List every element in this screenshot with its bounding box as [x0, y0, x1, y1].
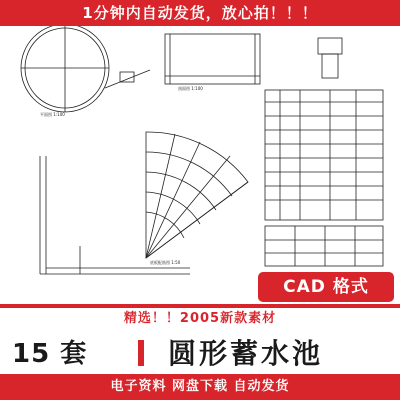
top-banner: 1分钟内自动发货，放心拍！！！: [0, 0, 400, 26]
decorative-bar: [138, 340, 144, 366]
footer-banner: 电子资料 网盘下载 自动发货: [0, 374, 400, 400]
rebar-table: [265, 90, 383, 220]
svg-text:平面图 1:100: 平面图 1:100: [40, 112, 65, 117]
cad-format-badge: CAD 格式: [258, 272, 394, 302]
cad-drawing-graphic: [0, 26, 400, 305]
set-count: 15 套: [12, 339, 88, 369]
svg-text:剖面图 1:100: 剖面图 1:100: [178, 86, 203, 91]
svg-text:底板配筋图 1:50: 底板配筋图 1:50: [150, 260, 181, 265]
quantity-table: [265, 226, 383, 266]
detail-drawing: [318, 38, 342, 54]
section-drawing: [165, 34, 260, 84]
cad-drawing-preview: [0, 26, 400, 305]
divider: [0, 304, 400, 308]
tagline: 精选！！2005新款素材: [123, 311, 277, 326]
product-title: 圆形蓄水池: [168, 337, 324, 370]
